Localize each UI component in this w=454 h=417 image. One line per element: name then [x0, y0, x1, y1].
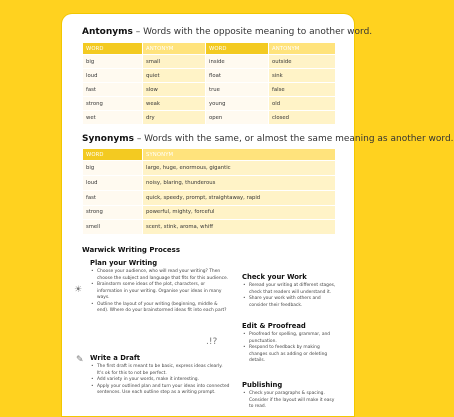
list-item: • Reread your writing at different stages, check that readers will understand it.: [249, 283, 337, 296]
antonyms-title-rest: – Words with the opposite meaning to another word.: [132, 27, 373, 37]
table-row: [83, 205, 336, 220]
antonyms-table: [82, 42, 336, 125]
table-cell: fast: [83, 83, 143, 97]
list-item: • Respond to feedback by making changes such as adding or deleting details.: [249, 345, 337, 365]
list-item: • The first draft is meant to be basic, express ideas clearly. It's ok for this to not be perfect.: [97, 364, 230, 377]
table-cell: young: [206, 97, 269, 111]
table-row: [83, 111, 336, 125]
table-cell: strong: [83, 97, 143, 111]
list-item: • Share your work with others and consider their feedback.: [249, 296, 337, 309]
table-cell: powerful, mighty, forceful: [143, 205, 336, 220]
punctuation-icon: .!?: [206, 337, 218, 347]
table-cell: big: [83, 55, 143, 69]
table-cell: large, huge, enormous, gigantic: [143, 161, 336, 176]
table-cell: quiet: [143, 69, 206, 83]
table-cell: big: [83, 161, 143, 176]
header-synonym: SYNONYM: [143, 149, 336, 161]
list-item: • Brainstorm some ideas of the plot, characters, or information in your writing. Organise your ideas in many ways.: [97, 282, 230, 302]
table-cell: smell: [83, 220, 143, 235]
synonyms-header-row: [83, 149, 336, 161]
draft-section: [90, 354, 230, 397]
table-cell: loud: [83, 69, 143, 83]
tables-area: [82, 26, 454, 235]
antonyms-header-row: [83, 43, 336, 55]
table-cell: outside: [269, 55, 336, 69]
table-cell: old: [269, 97, 336, 111]
worksheet-page: [62, 14, 454, 416]
table-cell: dry: [143, 111, 206, 125]
synonyms-title: [82, 133, 454, 145]
check-heading: Check your Work: [242, 273, 307, 281]
lightbulb-icon: ☀: [74, 285, 83, 295]
antonyms-title-em: Antonyms: [82, 27, 133, 37]
table-row: [83, 69, 336, 83]
table-cell: scent, stink, aroma, whiff: [143, 220, 336, 235]
table-cell: inside: [206, 55, 269, 69]
publishing-section: [242, 381, 337, 411]
publishing-heading: Publishing: [242, 381, 283, 389]
table-row: [83, 220, 336, 235]
table-row: [83, 83, 336, 97]
table-cell: weak: [143, 97, 206, 111]
table-row: [83, 161, 336, 176]
check-section: [242, 273, 337, 309]
table-row: [83, 97, 336, 111]
table-row: [83, 55, 336, 69]
edit-section: [242, 322, 337, 365]
header-word: WORD: [83, 43, 143, 55]
table-cell: open: [206, 111, 269, 125]
list-item: • Proofread for spelling, grammar, and punctuation.: [249, 332, 337, 345]
header-word: WORD: [83, 149, 143, 161]
synonyms-title-em: Synonyms: [82, 134, 134, 145]
list-item: • Add variety in your words, make it interesting.: [97, 377, 230, 384]
plan-section: [90, 259, 230, 315]
header-word: WORD: [206, 43, 269, 55]
antonyms-title: [82, 26, 373, 38]
synonyms-title-rest: – Words with the same, or almost the same meaning as another word.: [133, 134, 454, 145]
draft-heading: Write a Draft: [90, 354, 141, 362]
table-cell: float: [206, 69, 269, 83]
table-cell: slow: [143, 83, 206, 97]
header-antonym: ANTONYM: [143, 43, 206, 55]
table-row: [83, 190, 336, 205]
table-cell: loud: [83, 176, 143, 191]
edit-heading: Edit & Proofread: [242, 322, 306, 330]
header-antonym: ANTONYM: [269, 43, 336, 55]
list-item: • Choose your audience, who will read your writing? Then choose the subject and language that fits for this audience.: [97, 269, 230, 282]
writing-process: [74, 246, 336, 417]
synonyms-table: [82, 148, 336, 234]
table-cell: sink: [269, 69, 336, 83]
list-item: • Apply your outlined plan and turn your ideas into connected sentences. Use each outline step as a writing prompt.: [97, 384, 230, 397]
table-cell: closed: [269, 111, 336, 125]
table-cell: small: [143, 55, 206, 69]
table-cell: false: [269, 83, 336, 97]
table-cell: wet: [83, 111, 143, 125]
process-title: Warwick Writing Process: [82, 246, 181, 254]
list-item: • Outline the layout of your writing (beginning, middle & end). Where do your brainstormed ideas fit into each part?: [97, 302, 230, 315]
table-cell: noisy, blaring, thunderous: [143, 176, 336, 191]
list-item: • Check your paragraphs & spacing. Consider if the layout will make it easy to read.: [249, 391, 337, 411]
table-cell: strong: [83, 205, 143, 220]
table-cell: quick, speedy, prompt, straightaway, rapid: [143, 190, 336, 205]
plan-heading: Plan your Writing: [90, 259, 158, 267]
table-row: [83, 176, 336, 191]
table-cell: fast: [83, 190, 143, 205]
pencil-icon: ✎: [76, 355, 84, 365]
table-cell: true: [206, 83, 269, 97]
